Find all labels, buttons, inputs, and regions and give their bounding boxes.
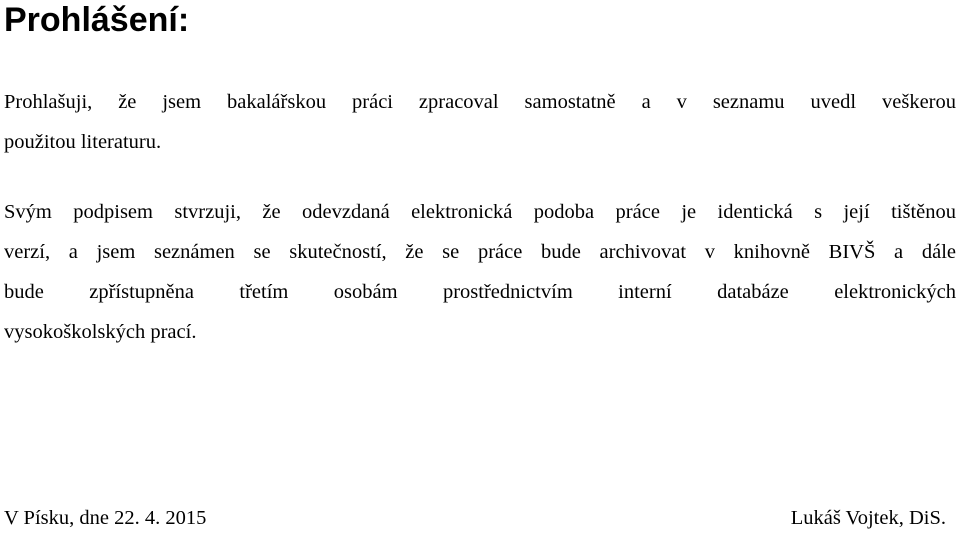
- paragraph-line: vysokoškolských prací.: [4, 321, 197, 343]
- paragraph-line: použitou literaturu.: [4, 131, 162, 153]
- paragraph-line: verzí, a jsem seznámen se skutečností, že se práce bude archivovat v knihovně BIVŠ a dále: [4, 241, 956, 263]
- declaration-paragraph-1: [4, 82, 956, 162]
- paragraph-line: Prohlašuji, že jsem bakalářskou práci zpracoval samostatně a v seznamu uvedl veškerou: [4, 91, 956, 113]
- place-and-date: V Písku, dne 22. 4. 2015: [4, 507, 207, 529]
- paragraph-line: Svým podpisem stvrzuji, že odevzdaná elektronická podoba práce je identická s její tištěnou: [4, 201, 956, 223]
- page-title: Prohlášení:: [4, 1, 190, 39]
- author-name: Lukáš Vojtek, DiS.: [790, 507, 946, 529]
- declaration-paragraph-2: [4, 192, 956, 352]
- paragraph-line: bude zpřístupněna třetím osobám prostřednictvím interní databáze elektronických: [4, 281, 956, 303]
